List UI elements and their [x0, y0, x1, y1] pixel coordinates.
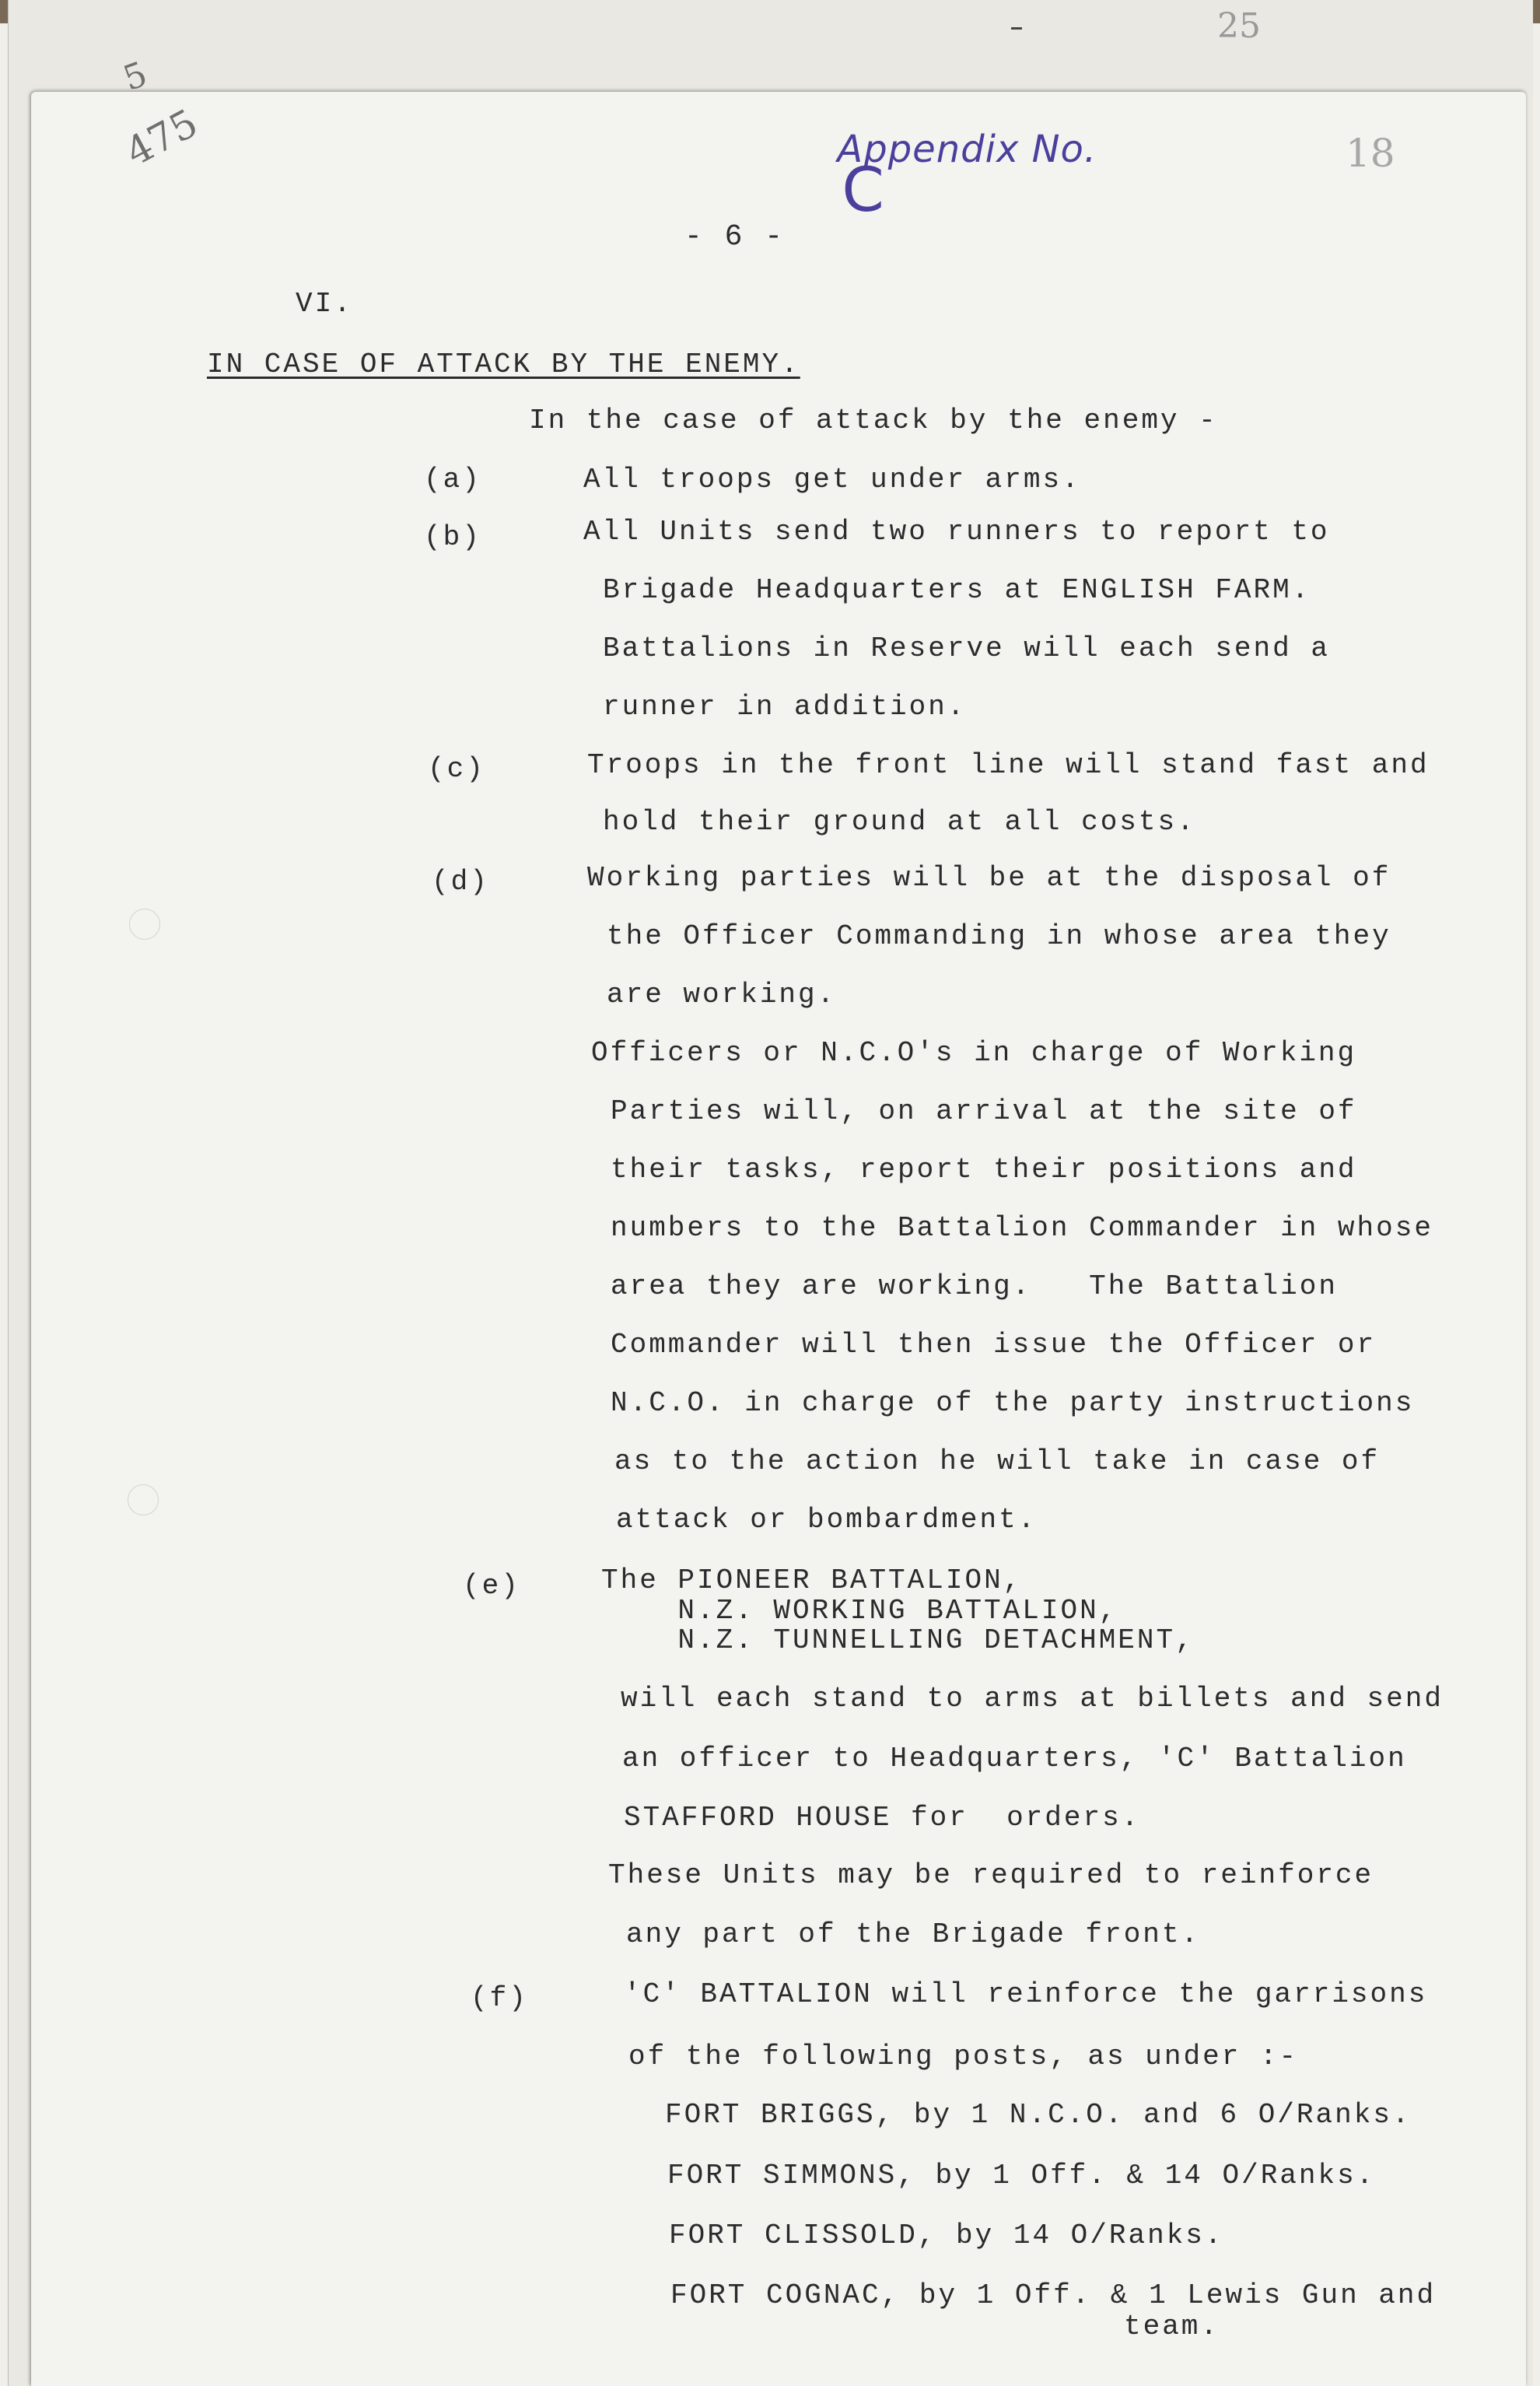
- item-line: area they are working. The Battalion: [611, 1270, 1338, 1302]
- item-label: (b): [424, 521, 481, 553]
- item-label: (f): [471, 1982, 528, 2014]
- item-line: Brigade Headquarters at ENGLISH FARM.: [603, 574, 1311, 606]
- item-line: team.: [1124, 2311, 1220, 2342]
- appendix-letter: C: [842, 156, 885, 226]
- section-heading: IN CASE OF ATTACK BY THE ENEMY.: [207, 349, 800, 380]
- item-line: 'C' BATTALION will reinforce the garrisons: [624, 1978, 1428, 2010]
- item-line: of the following posts, as under :-: [628, 2041, 1299, 2072]
- item-line: All troops get under arms.: [583, 464, 1081, 496]
- item-line: numbers to the Battalion Commander in whose: [611, 1212, 1433, 1244]
- section-numeral: VI.: [296, 288, 353, 320]
- item-line: FORT CLISSOLD, by 14 O/Ranks.: [669, 2220, 1224, 2251]
- item-line: will each stand to arms at billets and send: [621, 1683, 1444, 1715]
- item-line: as to the action he will take in case of: [614, 1445, 1381, 1477]
- item-label: (e): [463, 1570, 520, 1602]
- folio-alt: 5: [118, 54, 152, 100]
- item-line: Battalions in Reserve will each send a: [603, 632, 1330, 664]
- item-line: N.Z. WORKING BATTALION,: [601, 1595, 1118, 1627]
- top-number: 25: [1217, 6, 1261, 46]
- appendix-stamp: [807, 114, 1097, 255]
- item-line: attack or bombardment.: [616, 1504, 1038, 1536]
- punch-hole-mark: [128, 1484, 159, 1515]
- item-line: the Officer Commanding in whose area they: [607, 920, 1391, 952]
- top-dash-mark: [1011, 27, 1022, 30]
- item-line: runner in addition.: [603, 691, 967, 723]
- section-intro: In the case of attack by the enemy -: [529, 405, 1218, 436]
- item-line: any part of the Brigade front.: [626, 1918, 1201, 1950]
- item-line: an officer to Headquarters, 'C' Battalion: [622, 1743, 1407, 1775]
- item-line: Parties will, on arrival at the site of: [611, 1095, 1357, 1127]
- item-line: These Units may be required to reinforce: [608, 1859, 1374, 1891]
- item-line: are working.: [607, 979, 837, 1011]
- punch-hole-mark: [129, 909, 160, 940]
- item-line: hold their ground at all costs.: [603, 806, 1196, 838]
- item-line: FORT BRIGGS, by 1 N.C.O. and 6 O/Ranks.: [665, 2099, 1412, 2131]
- item-label: (d): [432, 866, 489, 898]
- item-line: Troops in the front line will stand fast and: [587, 749, 1430, 781]
- item-line: FORT COGNAC, by 1 Off. & 1 Lewis Gun and: [670, 2279, 1437, 2311]
- item-line: Commander will then issue the Officer or: [611, 1329, 1377, 1361]
- item-label: (c): [428, 753, 485, 785]
- item-line: their tasks, report their positions and: [611, 1154, 1357, 1186]
- item-line: N.Z. TUNNELLING DETACHMENT,: [601, 1624, 1195, 1656]
- item-line: STAFFORD HOUSE for orders.: [624, 1802, 1141, 1834]
- page-number-right: 18: [1346, 131, 1395, 176]
- appendix-label: Appendix No.: [837, 128, 1097, 171]
- document-page: [31, 54, 1526, 2386]
- item-line: The PIONEER BATTALION,: [601, 1564, 1023, 1596]
- item-label: (a): [424, 464, 481, 496]
- item-line: Officers or N.C.O's in charge of Working: [591, 1037, 1357, 1069]
- page-header: - 6 -: [684, 220, 786, 254]
- item-line: All Units send two runners to report to: [583, 516, 1330, 548]
- folio-pencil-number: 475: [117, 100, 205, 176]
- item-line: FORT SIMMONS, by 1 Off. & 14 O/Ranks.: [667, 2160, 1376, 2192]
- item-line: Working parties will be at the disposal of: [587, 862, 1391, 894]
- item-line: N.C.O. in charge of the party instructions: [611, 1387, 1415, 1419]
